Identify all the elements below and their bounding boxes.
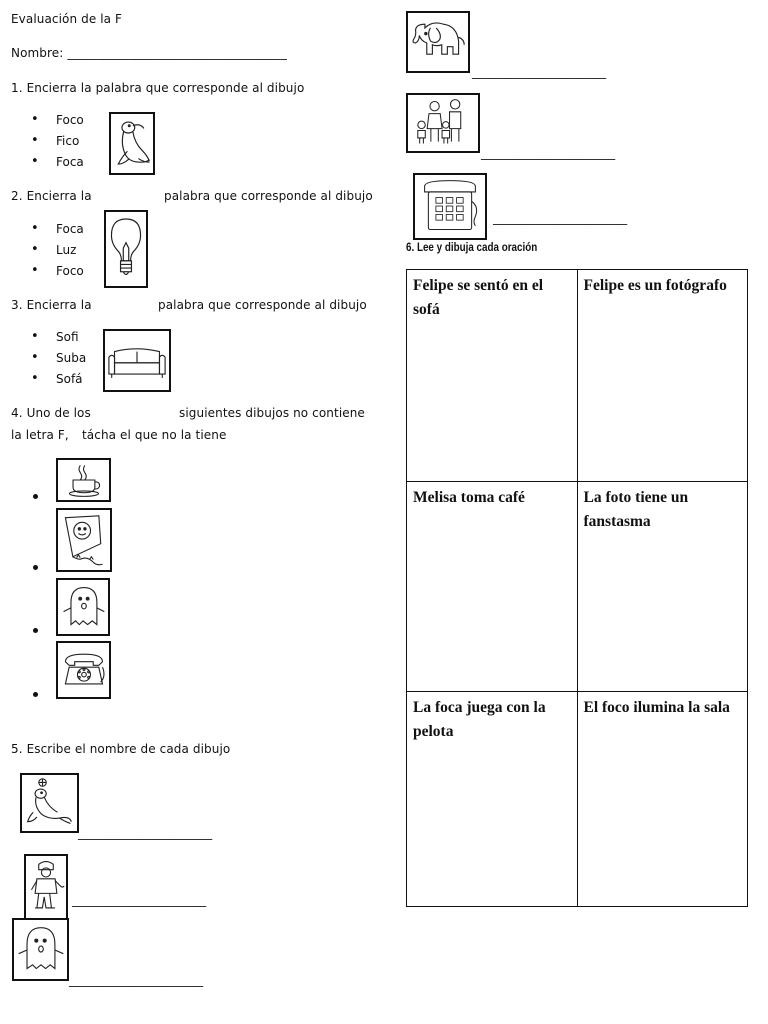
q2-option[interactable]: • Luz	[56, 243, 76, 258]
q3-prompt-end: palabra que corresponde al dibujo	[158, 298, 367, 312]
seal-ball-icon	[20, 773, 79, 833]
q1-prompt: 1. Encierra la palabra que corresponde al dibujo	[11, 81, 305, 95]
grid-cell[interactable]: Felipe se sentó en el sofá	[407, 270, 578, 482]
q2-prompt-end: palabra que corresponde al dibujo	[164, 189, 373, 203]
grid-cell[interactable]: El foco ilumina la sala	[577, 692, 748, 907]
ghost-icon[interactable]	[56, 578, 110, 636]
q4-prompt-line2-end: tácha el que no la tiene	[82, 428, 227, 442]
q3-option[interactable]: • Sofá	[56, 372, 83, 387]
family-icon	[406, 93, 480, 153]
ghost-icon	[12, 918, 69, 981]
q5-prompt: 5. Escribe el nombre de cada dibujo	[11, 742, 231, 756]
q4-prompt-line2-start: la letra F,	[11, 428, 69, 442]
answer-blank[interactable]: ______________________	[493, 211, 628, 225]
q2-option[interactable]: • Foca	[56, 222, 84, 237]
page-title: Evaluación de la F	[11, 12, 123, 26]
q2-prompt-start: 2. Encierra la	[11, 189, 92, 203]
q4-bullet	[33, 692, 38, 697]
telephone-icon[interactable]	[56, 641, 111, 699]
q4-bullet	[33, 628, 38, 633]
q3-option[interactable]: • Suba	[56, 351, 86, 366]
q1-option[interactable]: • Foca	[56, 155, 84, 170]
sofa-icon	[103, 329, 171, 392]
answer-blank[interactable]: ______________________	[481, 146, 616, 160]
answer-blank[interactable]: ______________________	[472, 65, 607, 79]
answer-blank[interactable]: ______________________	[69, 973, 204, 987]
grid-cell[interactable]: Felipe es un fotógrafo	[577, 270, 748, 482]
q6-prompt: 6. Lee y dibuja cada oración	[406, 240, 538, 254]
q4-prompt-end: siguientes dibujos no contiene	[179, 406, 365, 420]
name-field[interactable]: Nombre: ____________________________________	[11, 46, 287, 60]
man-icon	[24, 854, 68, 920]
q3-option[interactable]: • Sofi	[56, 330, 79, 345]
elephant-icon	[406, 11, 470, 73]
seal-icon	[109, 112, 155, 175]
drawing-grid	[406, 269, 748, 907]
q4-bullet	[33, 494, 38, 499]
q1-option[interactable]: • Foco	[56, 113, 84, 128]
kite-icon[interactable]	[56, 508, 112, 572]
q4-prompt-start: 4. Uno de los	[11, 406, 91, 420]
grid-cell[interactable]: Melisa toma café	[407, 482, 578, 692]
light-bulb-icon	[104, 210, 148, 288]
coffee-cup-icon[interactable]	[56, 458, 111, 502]
answer-blank[interactable]: ______________________	[78, 826, 213, 840]
grid-cell[interactable]: La foto tiene un fanstasma	[577, 482, 748, 692]
q3-prompt-start: 3. Encierra la	[11, 298, 92, 312]
answer-blank[interactable]: ______________________	[72, 893, 207, 907]
grid-cell[interactable]: La foca juega con la pelota	[407, 692, 578, 907]
phone-icon	[413, 173, 487, 240]
q4-bullet	[33, 565, 38, 570]
q1-option[interactable]: • Fico	[56, 134, 79, 149]
q2-option[interactable]: • Foco	[56, 264, 84, 279]
